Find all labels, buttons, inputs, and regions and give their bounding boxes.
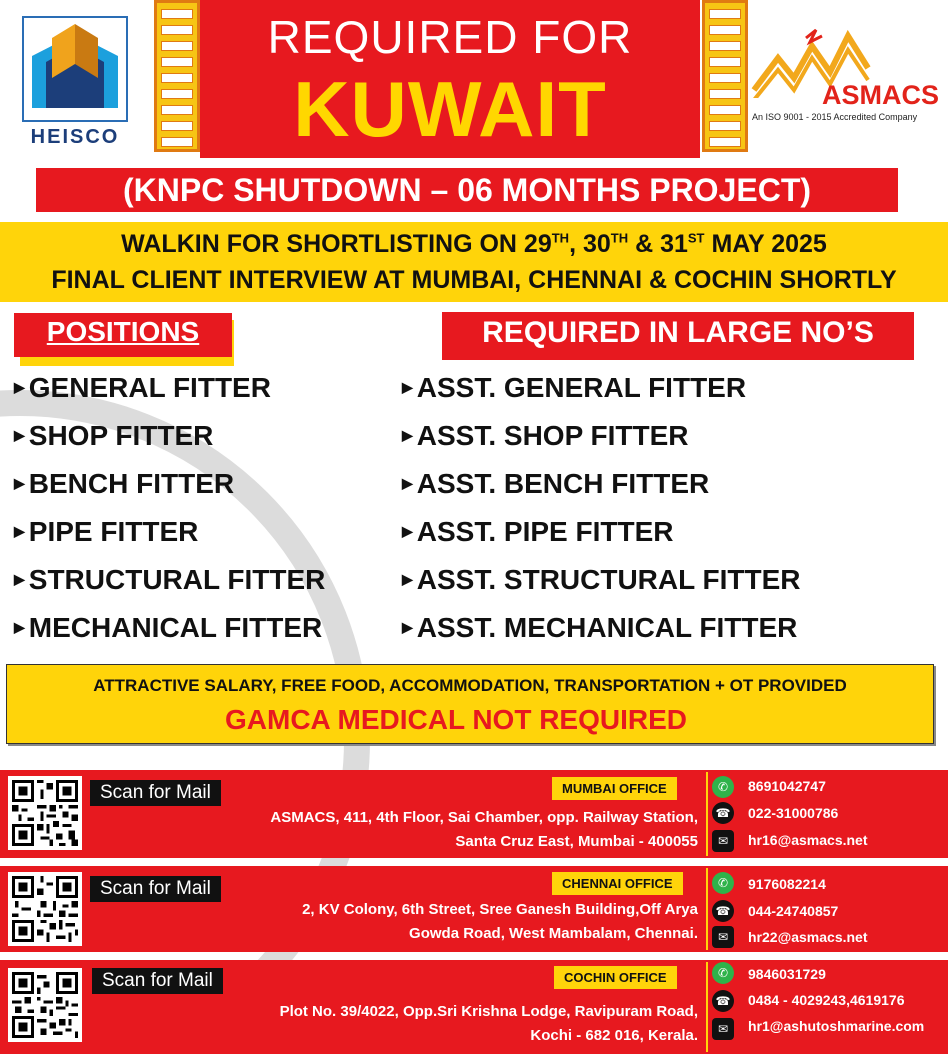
interview-info: FINAL CLIENT INTERVIEW AT MUMBAI, CHENNAI & COCHIN SHORTLY (51, 266, 897, 294)
position-left-item (14, 468, 234, 500)
address-line-1: 2, KV Colony, 6th Street, Sree Ganesh Building,Off Arya (302, 901, 698, 918)
triangle-right-icon: ▶ (14, 571, 25, 588)
office-name-badge: MUMBAI OFFICE (552, 777, 677, 800)
mail-icon: ✉ (712, 830, 734, 852)
position-left-item (14, 612, 322, 644)
position-label: PIPE FITTER (28, 516, 199, 547)
walkin-text-3: & 31 (628, 230, 688, 258)
walkin-sup-3: ST (687, 230, 705, 246)
qr-code-icon[interactable] (8, 776, 82, 850)
address-line-2: Kochi - 682 016, Kerala. (530, 1027, 698, 1044)
position-label: GENERAL FITTER (28, 372, 271, 403)
triangle-right-icon: ▶ (14, 523, 25, 540)
header-country: KUWAIT (293, 65, 607, 153)
office-name-badge: CHENNAI OFFICE (552, 872, 683, 895)
email-address[interactable]: hr16@asmacs.net (748, 832, 868, 848)
contact-separator (706, 868, 708, 950)
position-label: ASST. SHOP FITTER (416, 420, 689, 451)
phone-icon: ☎ (712, 900, 734, 922)
phone-number[interactable]: 044-24740857 (748, 903, 839, 919)
position-label: ASST. GENERAL FITTER (416, 372, 747, 403)
gamca-notice: GAMCA MEDICAL NOT REQUIRED (225, 704, 687, 735)
right-ladder-decoration (702, 0, 748, 152)
triangle-right-icon: ▶ (402, 427, 413, 444)
phone-number[interactable]: 022-31000786 (748, 805, 839, 821)
triangle-right-icon: ▶ (14, 379, 25, 396)
triangle-right-icon: ▶ (402, 571, 413, 588)
email-address[interactable]: hr1@ashutoshmarine.com (748, 1018, 925, 1034)
mail-icon: ✉ (712, 926, 734, 948)
walkin-text-2: , 30 (569, 230, 611, 258)
heisco-wordmark: HEISCO (30, 126, 120, 148)
benefits-text: ATTRACTIVE SALARY, FREE FOOD, ACCOMMODATION, TRANSPORTATION + OT PROVIDED (93, 676, 847, 695)
scan-for-mail-label: Scan for Mail (90, 780, 221, 806)
asmacs-wordmark: ASMACS (822, 80, 940, 110)
position-label: ASST. PIPE FITTER (416, 516, 674, 547)
position-label: ASST. MECHANICAL FITTER (416, 612, 798, 643)
position-left-item (14, 372, 271, 404)
email-address[interactable]: hr22@asmacs.net (748, 929, 868, 945)
position-right-item (402, 372, 746, 404)
whatsapp-number[interactable]: 9176082214 (748, 876, 826, 892)
walkin-text-4: MAY 2025 (704, 230, 827, 258)
walkin-dates (0, 230, 948, 259)
position-label: ASST. BENCH FITTER (416, 468, 710, 499)
scan-for-mail-label: Scan for Mail (92, 968, 223, 994)
address-line-1: Plot No. 39/4022, Opp.Sri Krishna Lodge, Ravipuram Road, (279, 1003, 698, 1020)
position-left-item (14, 564, 325, 596)
triangle-right-icon: ▶ (14, 427, 25, 444)
office-address (180, 1000, 698, 1048)
triangle-right-icon: ▶ (402, 619, 413, 636)
whatsapp-number[interactable]: 8691042747 (748, 778, 826, 794)
qr-code-icon[interactable] (8, 968, 82, 1042)
triangle-right-icon: ▶ (402, 379, 413, 396)
position-left-item (14, 516, 198, 548)
scan-for-mail-label: Scan for Mail (90, 876, 221, 902)
position-right-item (402, 564, 800, 596)
walkin-sup-1: TH (551, 230, 570, 246)
whatsapp-number[interactable]: 9846031729 (748, 966, 826, 982)
phone-icon: ☎ (712, 990, 734, 1012)
address-line-2: Santa Cruz East, Mumbai - 400055 (455, 833, 698, 850)
header-line1: REQUIRED FOR (267, 11, 633, 63)
position-label: ASST. STRUCTURAL FITTER (416, 564, 801, 595)
positions-title: POSITIONS (46, 316, 200, 347)
position-label: STRUCTURAL FITTER (28, 564, 326, 595)
office-address (180, 806, 698, 854)
mail-icon: ✉ (712, 1018, 734, 1040)
office-address (180, 898, 698, 946)
asmacs-tagline: An ISO 9001 - 2015 Accredited Company (752, 112, 918, 122)
position-right-item (402, 468, 709, 500)
triangle-right-icon: ▶ (14, 475, 25, 492)
whatsapp-icon: ✆ (712, 962, 734, 984)
phone-icon: ☎ (712, 802, 734, 824)
address-line-2: Gowda Road, West Mambalam, Chennai. (409, 925, 698, 942)
position-right-item (402, 420, 689, 452)
qr-code-icon[interactable] (8, 872, 82, 946)
position-label: SHOP FITTER (28, 420, 214, 451)
position-left-item (14, 420, 213, 452)
project-title: (KNPC SHUTDOWN – 06 MONTHS PROJECT) (122, 172, 812, 208)
triangle-right-icon: ▶ (402, 523, 413, 540)
position-label: BENCH FITTER (28, 468, 235, 499)
contact-separator (706, 772, 708, 856)
position-right-item (402, 516, 673, 548)
walkin-text-1: WALKIN FOR SHORTLISTING ON 29 (121, 230, 552, 258)
required-title: REQUIRED IN LARGE NO’S (482, 316, 874, 349)
whatsapp-icon: ✆ (712, 872, 734, 894)
office-name-badge: COCHIN OFFICE (554, 966, 677, 989)
left-ladder-decoration (154, 0, 200, 152)
triangle-right-icon: ▶ (14, 619, 25, 636)
phone-number[interactable]: 0484 - 4029243,4619176 (748, 992, 905, 1008)
address-line-1: ASMACS, 411, 4th Floor, Sai Chamber, opp. Railway Station, (270, 809, 698, 826)
walkin-sup-2: TH (610, 230, 629, 246)
contact-separator (706, 962, 708, 1052)
whatsapp-icon: ✆ (712, 776, 734, 798)
position-label: MECHANICAL FITTER (28, 612, 323, 643)
position-right-item (402, 612, 797, 644)
triangle-right-icon: ▶ (402, 475, 413, 492)
